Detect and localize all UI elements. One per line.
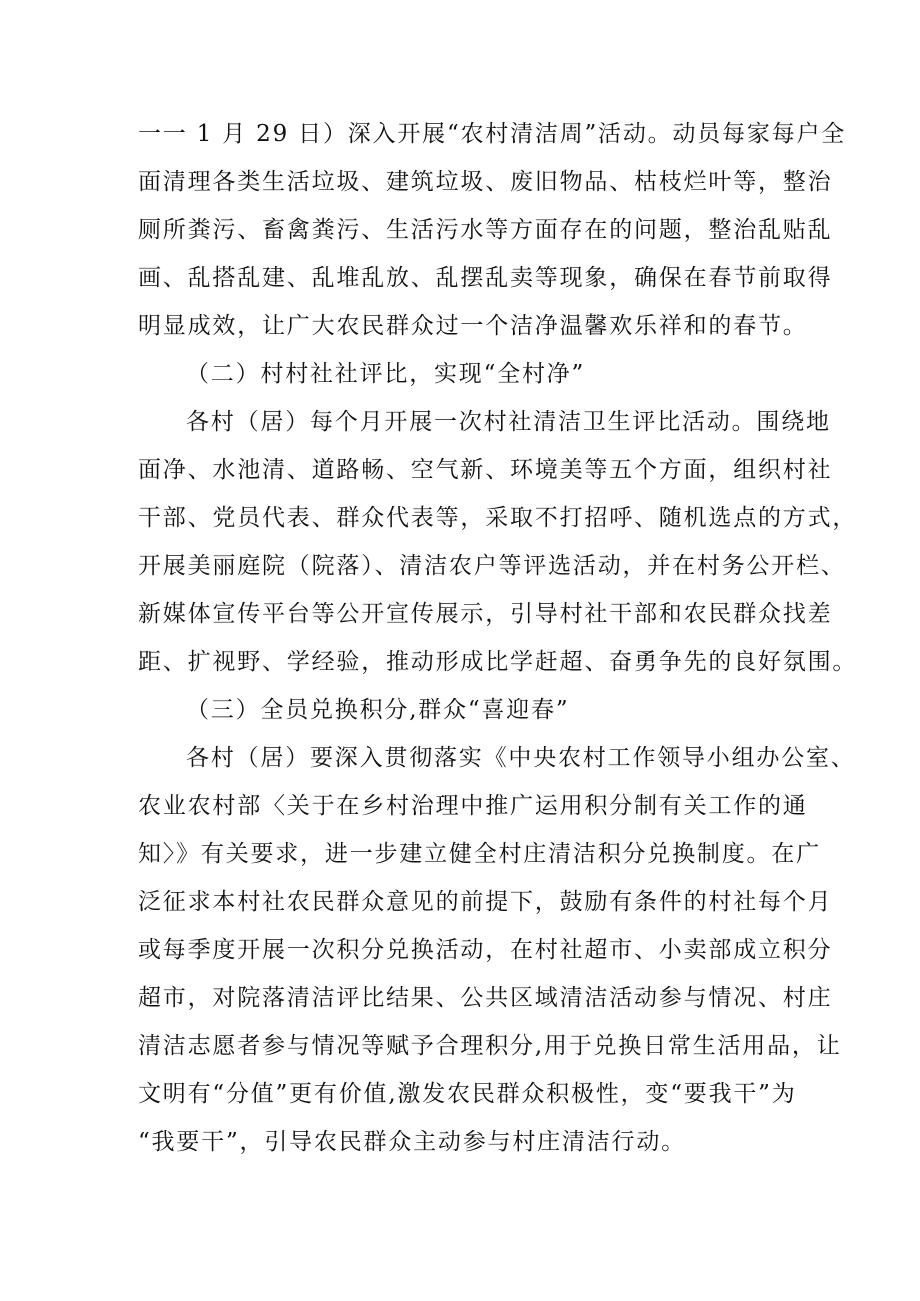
paragraph-1: [138, 110, 847, 350]
paragraph-2-line: 各村（居）每个月开展一次村社清洁卫生评比活动。围绕地: [186, 409, 831, 435]
paragraph-2-line: 距、扩视野、学经验，推动形成比学赶超、奋勇争先的良好氛围。: [138, 649, 858, 675]
paragraph-2-line: 面净、水池清、道路畅、空气新、环境美等五个方面，组织村社: [138, 457, 833, 483]
paragraph-3-line: 知〉》有关要求，进一步建立健全村庄清洁积分兑换制度。在广: [138, 841, 821, 867]
section-heading-3: [138, 686, 794, 734]
paragraph-3-line: 各村（居）要深入贯彻落实《中央农村工作领导小组办公室、: [186, 745, 856, 771]
paragraph-1-line: 厕所粪污、畜禽粪污、生活污水等方面存在的问题，整治乱贴乱: [138, 217, 833, 243]
paragraph-1-line: 明显成效，让广大农民群众过一个洁净温馨欢乐祥和的春节。: [138, 313, 808, 339]
paragraph-1-line: 画、乱搭乱建、乱堆乱放、乱摆乱卖等现象，确保在春节前取得: [138, 265, 833, 291]
paragraph-2-line: 干部、党员代表、群众代表等，采取不打招呼、随机选点的方式，: [138, 505, 858, 531]
paragraph-3-line: 或每季度开展一次积分兑换活动，在村社超市、小卖部成立积分: [138, 937, 833, 963]
paragraph-3-line: 超市，对院落清洁评比结果、公共区域清洁活动参与情况、村庄: [138, 985, 833, 1011]
paragraph-1-line: 面清理各类生活垃圾、建筑垃圾、废旧物品、枯枝烂叶等，整治: [138, 169, 833, 195]
paragraph-1-line: 一一 1 月 29 日）深入开展“农村清洁周”活动。动员每家每户全: [138, 121, 847, 147]
paragraph-3: [138, 734, 856, 1166]
paragraph-3-line: 清洁志愿者参与情况等赋予合理积分,用于兑换日常生活用品，让: [138, 1033, 842, 1059]
section-heading-2: [138, 350, 794, 398]
paragraph-3-line: 泛征求本村社农民群众意见的前提下，鼓励有条件的村社每个月: [138, 889, 833, 915]
paragraph-2-line: 新媒体宣传平台等公开宣传展示，引导村社干部和农民群众找差: [138, 601, 833, 627]
section-heading-2-text: （二）村村社社评比，实现“全村净”: [186, 361, 586, 387]
paragraph-3-line: “我要干”，引导农民群众主动参与村庄清洁行动。: [138, 1129, 686, 1155]
paragraph-3-line: 农业农村部〈关于在乡村治理中推广运用积分制有关工作的通: [138, 793, 808, 819]
paragraph-2-line: 开展美丽庭院（院落）、清洁农户等评选活动，并在村务公开栏、: [138, 553, 846, 579]
section-heading-3-text: （三）全员兑换积分,群众“喜迎春”: [186, 697, 570, 723]
paragraph-2: [138, 398, 858, 686]
paragraph-3-line: 文明有“分值”更有价值,激发农民群众积极性，变“要我干”为: [138, 1081, 797, 1107]
